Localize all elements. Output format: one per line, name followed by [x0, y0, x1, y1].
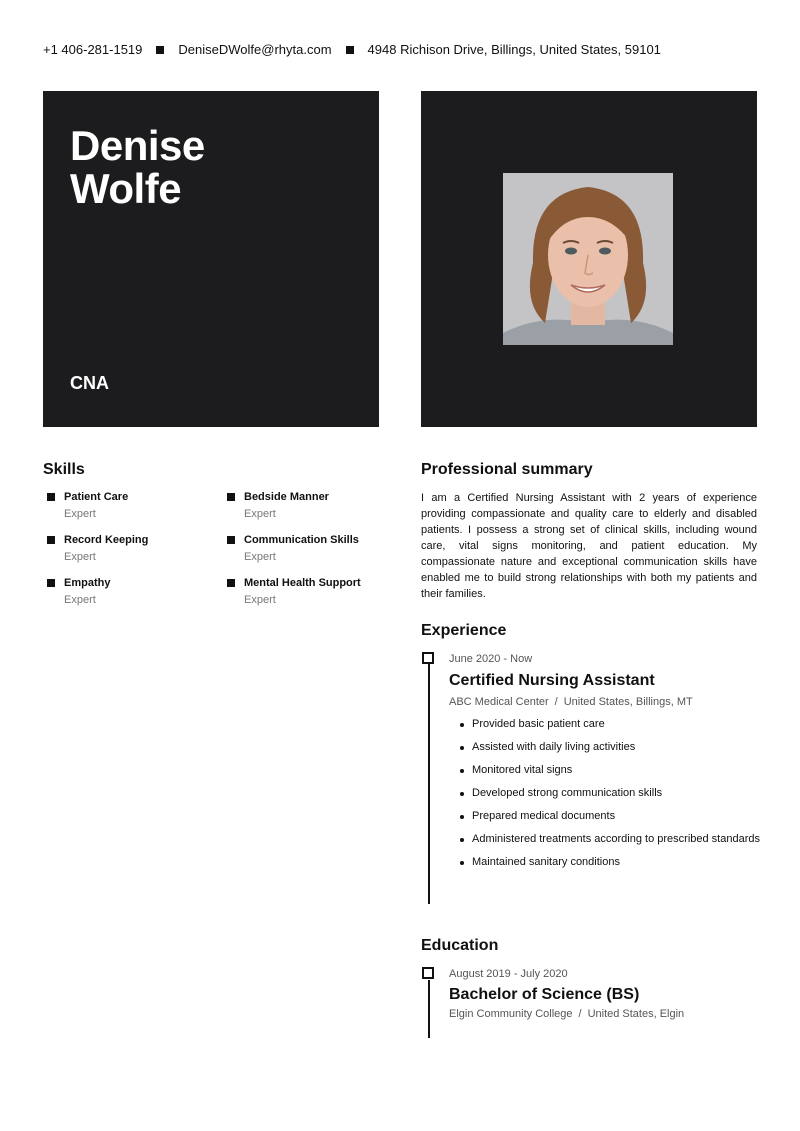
experience-heading: Experience	[421, 622, 507, 639]
skills-heading: Skills	[43, 461, 85, 478]
skill-name: Communication Skills	[244, 534, 359, 546]
bullet-square	[227, 579, 235, 587]
contact-bar	[43, 42, 661, 57]
slash-separator: /	[554, 696, 558, 708]
skill-level: Expert	[64, 508, 96, 520]
experience-organization: ABC Medical Center	[449, 696, 549, 708]
education-school-line	[449, 1008, 684, 1020]
email[interactable]: DeniseDWolfe@rhyta.com	[178, 42, 332, 57]
skill-name: Bedside Manner	[244, 491, 329, 503]
skill-name: Patient Care	[64, 491, 129, 503]
experience-org-line	[449, 696, 693, 708]
list-item: Administered treatments according to prescribed standards	[472, 833, 762, 846]
skill-level: Expert	[244, 508, 276, 520]
education-heading: Education	[421, 937, 499, 954]
skill-level: Expert	[64, 594, 96, 606]
profile-photo	[503, 173, 673, 345]
bullet-square	[47, 493, 55, 501]
timeline-line	[428, 664, 430, 904]
name-block	[43, 91, 379, 427]
summary-heading: Professional summary	[421, 461, 593, 478]
education-date: August 2019 - July 2020	[449, 968, 568, 980]
education-location: United States, Elgin	[587, 1008, 685, 1020]
list-item: Monitored vital signs	[472, 764, 762, 777]
timeline-line	[428, 980, 430, 1038]
skill-name: Empathy	[64, 577, 111, 589]
list-item: Provided basic patient care	[472, 718, 762, 731]
experience-date: June 2020 - Now	[449, 653, 533, 665]
skill-name: Mental Health Support	[244, 577, 361, 589]
skill-name: Record Keeping	[64, 534, 149, 546]
portrait-illustration	[503, 173, 673, 345]
summary-text: I am a Certified Nursing Assistant with 2 years of experience providing compassionate and quality care to elderly and disabled patients. I possess a strong set of clinical skills, including wound care, vital signs monitoring, and patient education. My compassionate nature and exceptional communication skills have enabled me to build strong relationships with both my patients and their families.	[421, 492, 757, 600]
phone: +1 406-281-1519	[43, 42, 143, 57]
address: 4948 Richison Drive, Billings, United States, 59101	[367, 42, 661, 57]
list-item: Assisted with daily living activities	[472, 741, 762, 754]
bullet-square	[227, 536, 235, 544]
last-name: Wolfe	[70, 165, 182, 212]
experience-title: Certified Nursing Assistant	[449, 672, 655, 689]
bullet-square	[227, 493, 235, 501]
skill-level: Expert	[244, 594, 276, 606]
experience-location: United States, Billings, MT	[563, 696, 693, 708]
skill-level: Expert	[64, 551, 96, 563]
timeline-marker	[422, 967, 434, 979]
timeline-marker	[422, 652, 434, 664]
list-item: Developed strong communication skills	[472, 787, 762, 800]
bullet-square	[47, 579, 55, 587]
separator-square	[156, 46, 164, 54]
education-school: Elgin Community College	[449, 1008, 573, 1020]
experience-bullets	[472, 718, 762, 879]
list-item: Maintained sanitary conditions	[472, 856, 762, 869]
skill-level: Expert	[244, 551, 276, 563]
separator-square	[346, 46, 354, 54]
photo-block	[421, 91, 757, 427]
slash-separator: /	[578, 1008, 582, 1020]
education-degree: Bachelor of Science (BS)	[449, 986, 640, 1003]
job-title: CNA	[70, 373, 109, 393]
first-name: Denise	[70, 122, 205, 169]
bullet-square	[47, 536, 55, 544]
list-item: Prepared medical documents	[472, 810, 762, 823]
